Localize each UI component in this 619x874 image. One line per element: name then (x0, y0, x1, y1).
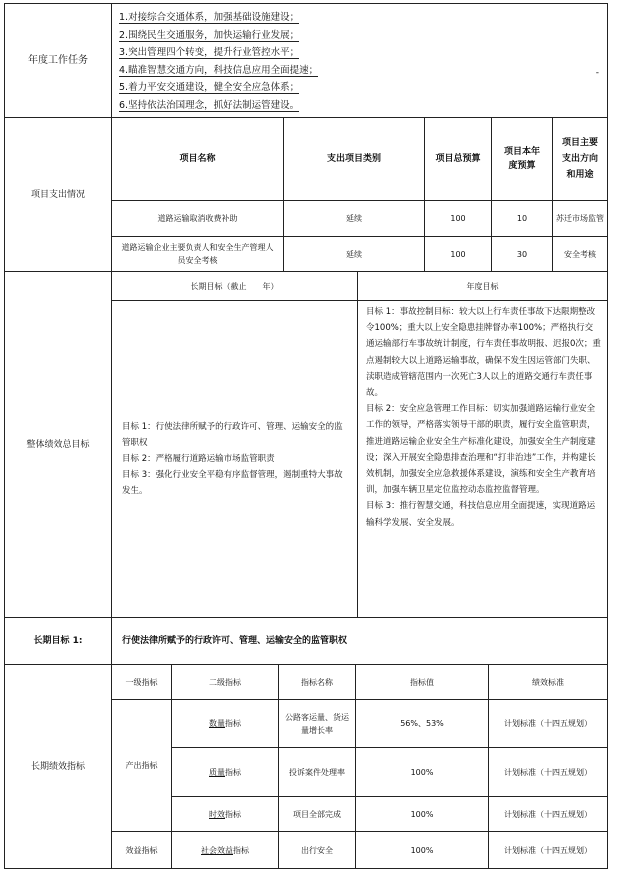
task-item: 5.着力平安交通建设，健全安全应急体系； (119, 82, 300, 93)
indicator-name: 投诉案件处理率 (278, 747, 356, 797)
overall-goals-label: 整体绩效总目标 (4, 271, 112, 618)
long-term-goal-text: 目标 1：行使法律所赋予的行政许可、管理、运输安全的监管职权 (122, 422, 343, 448)
indicator-name: 项目全部完成 (278, 796, 356, 832)
header-level2: 二级指标 (171, 664, 279, 700)
project-expenses-label: 项目支出情况 (4, 117, 112, 272)
indicator-value: 100% (355, 831, 489, 869)
long-term-goal-text: 目标 2：严格履行道路运输市场监管职责 (122, 454, 275, 464)
indicator-name: 出行安全 (278, 831, 356, 869)
annual-goal-text: 目标 3：推行智慧交通，科技信息应用全面提速，实现道路运输科学发展、安全发展。 (366, 501, 596, 528)
task-item: 3.突出管理四个转变，提升行业管控水平； (119, 47, 300, 58)
performance-form (4, 3, 608, 869)
indicators-label: 长期绩效指标 (4, 664, 112, 869)
row2-purpose: 安全考核 (552, 236, 608, 272)
row1-total: 100 (424, 200, 492, 237)
annual-tasks-list (111, 3, 608, 118)
long-term-header: 长期目标（截止 年） (111, 271, 358, 301)
level2-quantity: 数量 指标 (171, 699, 279, 748)
annual-goal-header: 年度目标 (357, 271, 608, 301)
indicator-value: 100% (355, 747, 489, 797)
header-standard: 绩效标准 (488, 664, 608, 700)
header-level1: 一级指标 (111, 664, 172, 700)
tasks-mark: - (595, 68, 599, 78)
annual-goal-text: 目标 2：安全应急管理工作目标：切实加强道路运输行业安全工作的领导，严格落实领导干部的职责，履行安全监管职责，推进道路运输企业安全生产标准化建设，加强安全生产制度建设；深入开展安全隐患排查治理和“打非治违”工作，并构建长效机制，加强安全应急救援体系建设，演练和安全生产教育培训，加强车辆卫星定位监控动态监控监督管理。 (366, 404, 596, 496)
indicator-standard: 计划标准（十四五规划） (488, 831, 608, 869)
annual-goal-text: 目标 1：事故控制目标：较大以上行车责任事故下达限期整改令100%；重大以上安全隐患挂牌督办率100%；严格执行交通运输部行车事故统计制度，行车责任事故明报、迟报0次；重点遏制较大以上道路运输事故，确保不发生因运管部门失职、渎职造成管辖范围内一次死亡3人以上的道路交通行车责任事故。 (366, 307, 601, 399)
task-item: 1.对接综合交通体系，加强基础设施建设； (119, 12, 300, 23)
indicator-standard: 计划标准（十四五规划） (488, 747, 608, 797)
task-item: 6.坚持依法治国理念，抓好法制运管建设。 (119, 99, 300, 111)
level1-benefit: 效益指标 (111, 831, 172, 869)
header-total-budget: 项目总预算 (424, 117, 492, 201)
level2-social-benefit: 社会效益 指标 (171, 831, 279, 869)
row2-total: 100 (424, 236, 492, 272)
header-project-name: 项目名称 (111, 117, 284, 201)
long-term-goal-1-label: 长期目标 1: (4, 617, 112, 665)
header-expense-category: 支出项目类别 (283, 117, 425, 201)
header-annual-budget: 项目本年度预算 (491, 117, 553, 201)
indicator-value: 100% (355, 796, 489, 832)
long-term-goal-1-text: 行使法律所赋予的行政许可、管理、运输安全的监管职权 (111, 617, 608, 665)
row1-category: 延续 (283, 200, 425, 237)
indicator-standard: 计划标准（十四五规划） (488, 699, 608, 748)
row2-project-name: 道路运输企业主要负责人和安全生产管理人员安全考核 (111, 236, 284, 272)
row2-annual: 30 (491, 236, 553, 272)
indicator-value: 56%、53% (355, 699, 489, 748)
indicator-standard: 计划标准（十四五规划） (488, 796, 608, 832)
task-item: 2.围绕民生交通服务，加快运输行业发展； (119, 29, 300, 41)
level2-timeliness: 时效 指标 (171, 796, 279, 832)
task-item: 4.瞄准智慧交通方向，科技信息应用全面提速； (119, 64, 319, 76)
level1-output: 产出指标 (111, 699, 172, 832)
indicator-name: 公路客运量、货运量增长率 (278, 699, 356, 748)
header-indicator-value: 指标值 (355, 664, 489, 700)
row1-purpose: 苏迁市场监管 (552, 200, 608, 237)
long-term-goal-text: 目标 3：强化行业安全平稳有序监督管理，遏制重特大事故发生。 (122, 470, 343, 496)
row2-category: 延续 (283, 236, 425, 272)
row1-annual: 10 (491, 200, 553, 237)
header-purpose: 项目主要支出方向和用途 (552, 117, 608, 201)
long-term-goals (111, 300, 358, 618)
annual-tasks-label: 年度工作任务 (4, 3, 112, 118)
level2-quality: 质量 指标 (171, 747, 279, 797)
row1-project-name: 道路运输取消收费补助 (111, 200, 284, 237)
header-indicator-name: 指标名称 (278, 664, 356, 700)
annual-goals (357, 300, 608, 618)
